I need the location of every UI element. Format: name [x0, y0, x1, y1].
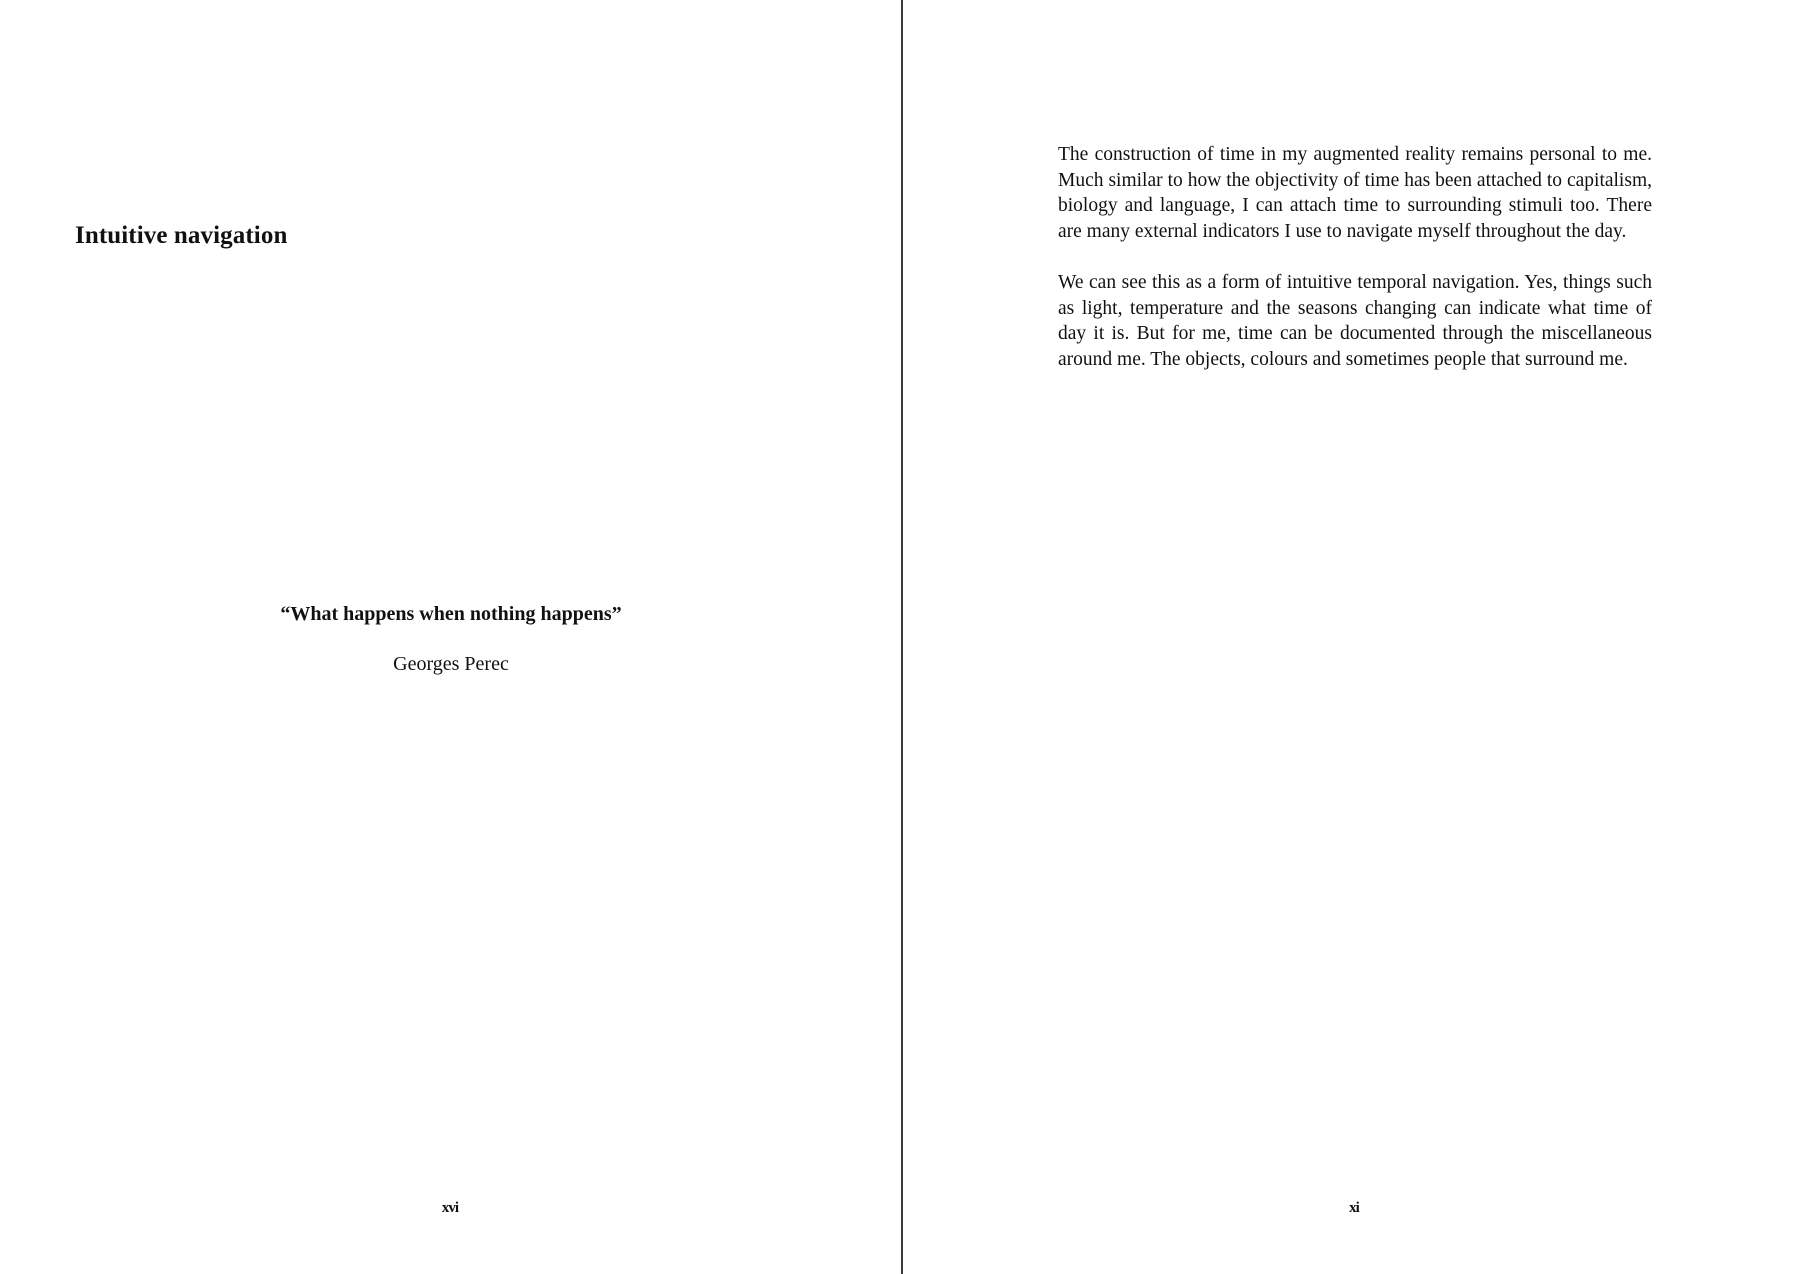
left-page-number: xvi [441, 1200, 459, 1216]
epigraph [0, 598, 902, 680]
right-page [904, 0, 1803, 1274]
right-page-number: xi [1349, 1200, 1359, 1216]
epigraph-quote: “What happens when nothing happens” [280, 603, 622, 625]
page-gutter-divider [901, 0, 903, 1274]
body-paragraph-1: The construction of time in my augmented reality remains personal to me. Much similar to how the objectivity of time has been attached to capitalism, biology and language, I can attach time to surrounding stimuli too. There are many external indicators I use to navigate myself throughout the day. [1058, 144, 1652, 242]
epigraph-author: Georges Perec [393, 653, 509, 675]
body-paragraph-2: We can see this as a form of intuitive temporal navigation. Yes, things such as light, temperature and the seasons changing can indicate what time of day it is. But for me, time can be documented through the miscellaneous around me. The objects, colours and sometimes people that surround me. [1058, 271, 1652, 370]
section-title: Intuitive navigation [75, 222, 288, 249]
body-text [1058, 142, 1652, 398]
